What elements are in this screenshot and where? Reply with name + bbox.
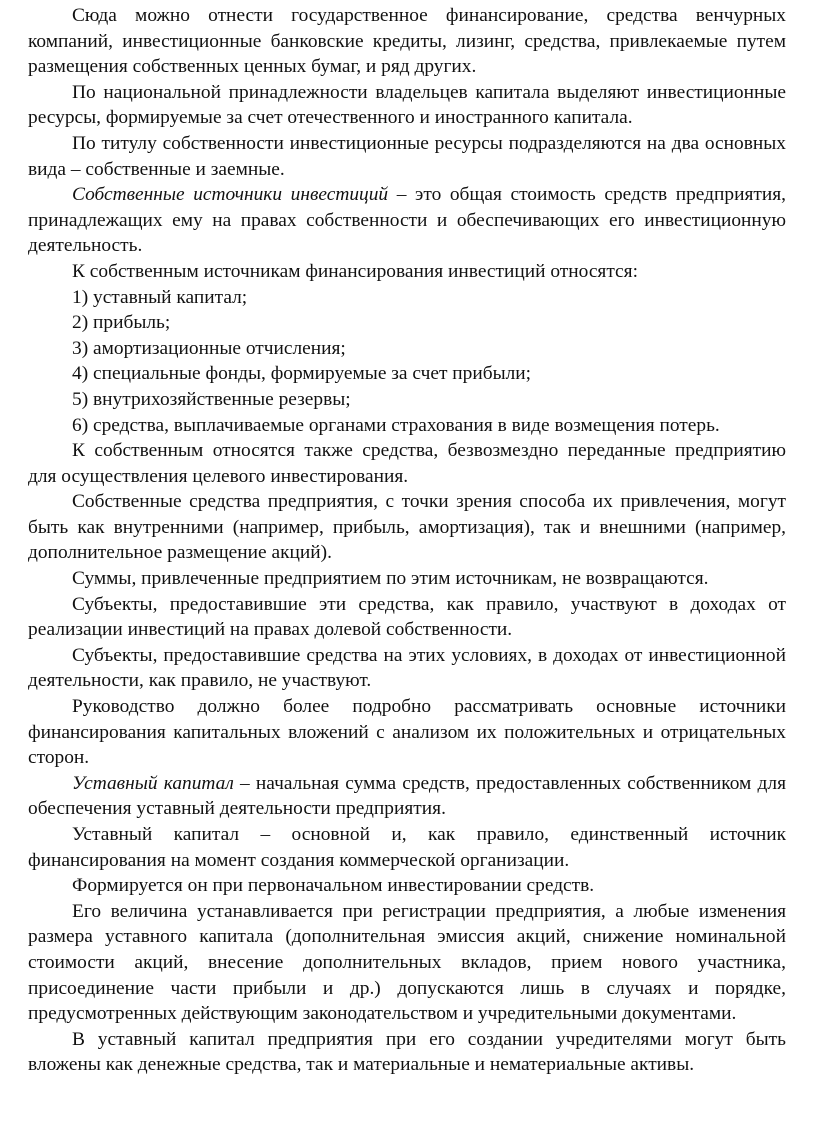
paragraph-1-text: Сюда можно отнести государственное финансирование, средства венчурных компаний, инвестиционные банковские кредиты, лизинг, средства, привлекаемые путем размещения собственных ценных бумаг, и ряд других. bbox=[28, 5, 786, 78]
paragraph-13 bbox=[28, 822, 786, 873]
paragraph-11 bbox=[28, 694, 786, 771]
paragraph-3 bbox=[28, 131, 786, 182]
paragraph-13-text: Уставный капитал – основной и, как правило, единственный источник финансирования на момент создания коммерческой организации. bbox=[28, 824, 786, 871]
paragraph-16-text: В уставный капитал предприятия при его создании учредителями могут быть вложены как денежные средства, так и материальные и нематериальные активы. bbox=[28, 1028, 786, 1076]
paragraph-6 bbox=[28, 438, 786, 489]
list-item-5-text: 5) внутрихозяйственные резервы; bbox=[72, 388, 351, 410]
paragraph-4 bbox=[28, 182, 786, 259]
paragraph-8 bbox=[28, 566, 786, 592]
list-item-1-text: 1) уставный капитал; bbox=[72, 286, 248, 308]
paragraph-5 bbox=[28, 259, 786, 285]
list-item-6 bbox=[28, 413, 786, 439]
paragraph-10-text: Субъекты, предоставившие средства на этих условиях, в доходах от инвестиционной деятельности, как правило, не участвуют. bbox=[28, 644, 786, 692]
list-item-6-text: 6) средства, выплачиваемые органами страхования в виде возмещения потерь. bbox=[72, 414, 720, 436]
paragraph-12-text: – начальная сумма средств, предоставленных собственником для обеспечения уставный деятельности предприятия. bbox=[28, 772, 786, 820]
list-item-3-text: 3) амортизационные отчисления; bbox=[72, 337, 346, 359]
paragraph-14-text: Формируется он при первоначальном инвестировании средств. bbox=[72, 875, 595, 897]
list-item-4-text: 4) специальные фонды, формируемые за счет прибыли; bbox=[72, 363, 532, 385]
list-item-4 bbox=[28, 361, 786, 387]
paragraph-12 bbox=[28, 771, 786, 822]
list-item-1 bbox=[28, 285, 786, 311]
term-own-investment-sources: Собственные источники инвестиций bbox=[72, 184, 389, 206]
paragraph-11-text: Руководство должно более подробно рассматривать основные источники финансирования капитальных вложений с анализом их положительных и отрицательных сторон. bbox=[28, 696, 786, 769]
paragraph-5-text: К собственным источникам финансирования инвестиций относятся: bbox=[72, 260, 638, 282]
paragraph-15 bbox=[28, 899, 786, 1027]
paragraph-1 bbox=[28, 3, 786, 80]
paragraph-7-text: Собственные средства предприятия, с точки зрения способа их привлечения, могут быть как внутренними (например, прибыль, амортизация), так и внешними (например, дополнительное размещение акций). bbox=[28, 491, 786, 564]
paragraph-6-text: К собственным относятся также средства, безвозмездно переданные предприятию для осуществления целевого инвестирования. bbox=[28, 440, 786, 487]
paragraph-9 bbox=[28, 592, 786, 643]
paragraph-9-text: Субъекты, предоставившие эти средства, как правило, участвуют в доходах от реализации инвестиций на правах долевой собственности. bbox=[28, 593, 786, 641]
list-item-5 bbox=[28, 387, 786, 413]
paragraph-2 bbox=[28, 80, 786, 131]
list-item-2-text: 2) прибыль; bbox=[72, 312, 171, 334]
paragraph-10 bbox=[28, 643, 786, 694]
paragraph-16 bbox=[28, 1027, 786, 1078]
paragraph-7 bbox=[28, 489, 786, 566]
paragraph-4-text: – это общая стоимость средств предприятия, принадлежащих ему на правах собственности и обеспечивающих его инвестиционную деятельность. bbox=[28, 184, 786, 257]
paragraph-3-text: По титулу собственности инвестиционные ресурсы подразделяются на два основных вида – собственные и заемные. bbox=[28, 132, 786, 180]
paragraph-15-text: Его величина устанавливается при регистрации предприятия, а любые изменения размера уставного капитала (дополнительная эмиссия акций, снижение номинальной стоимости акций, внесение дополнительных вкладов, прием нового участника, присоединение части прибыли и др.) допускаются лишь в случаях и порядке, предусмотренных действующим законодательством и учредительными документами. bbox=[28, 900, 786, 1025]
list-item-3 bbox=[28, 336, 786, 362]
term-charter-capital: Уставный капитал bbox=[72, 772, 234, 794]
paragraph-14 bbox=[28, 873, 786, 899]
paragraph-2-text: По национальной принадлежности владельцев капитала выделяют инвестиционные ресурсы, формируемые за счет отечественного и иностранного капитала. bbox=[28, 81, 786, 129]
paragraph-8-text: Суммы, привлеченные предприятием по этим источникам, не возвращаются. bbox=[72, 568, 709, 590]
list-item-2 bbox=[28, 310, 786, 336]
